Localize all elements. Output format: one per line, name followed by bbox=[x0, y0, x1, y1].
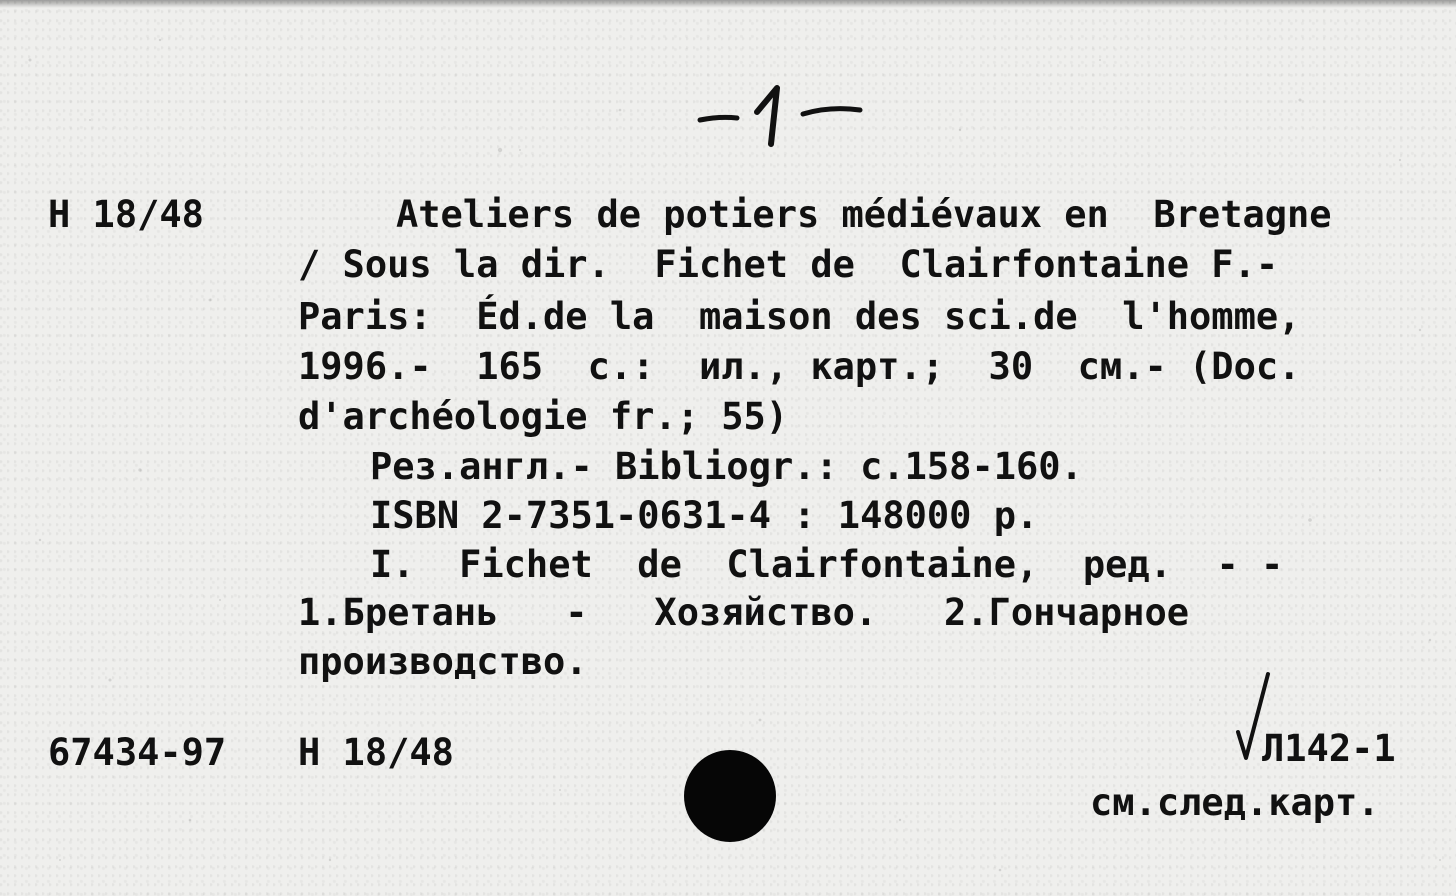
continued-note: см.след.карт. bbox=[1090, 781, 1380, 824]
subjects-line-1: 1.Бретань - Хозяйство. 2.Гончарное bbox=[298, 591, 1190, 634]
shelf-mark-left: H 18/48 bbox=[48, 193, 204, 236]
shelf-mark-bottom: H 18/48 bbox=[298, 731, 454, 774]
accession-number: 67434-97 bbox=[48, 731, 227, 774]
notes-line: Рез.англ.- Bibliogr.: c.158-160. bbox=[370, 445, 1083, 488]
card-code: Л142-1 bbox=[1262, 727, 1396, 770]
handwritten-page-number bbox=[695, 80, 865, 150]
card-top-edge bbox=[0, 0, 1456, 8]
subjects-line-2: производство. bbox=[298, 640, 588, 683]
isbn-line: ISBN 2-7351-0631-4 : 148000 р. bbox=[370, 494, 1039, 537]
title-line-2: / Sous la dir. Fichet de Clairfontaine F.- bbox=[298, 243, 1279, 286]
punch-hole bbox=[684, 750, 776, 842]
imprint-line: Paris: Éd.de la maison des sci.de l'homme, bbox=[298, 295, 1301, 338]
physical-description-line: 1996.- 165 с.: ил., карт.; 30 см.- (Doc. bbox=[298, 345, 1301, 388]
title-line-1: Ateliers de potiers médiévaux en Bretagne bbox=[396, 193, 1332, 236]
added-entry-line: I. Fichet de Clairfontaine, ред. - - bbox=[370, 543, 1284, 586]
series-line: d'archéologie fr.; 55) bbox=[298, 395, 789, 438]
